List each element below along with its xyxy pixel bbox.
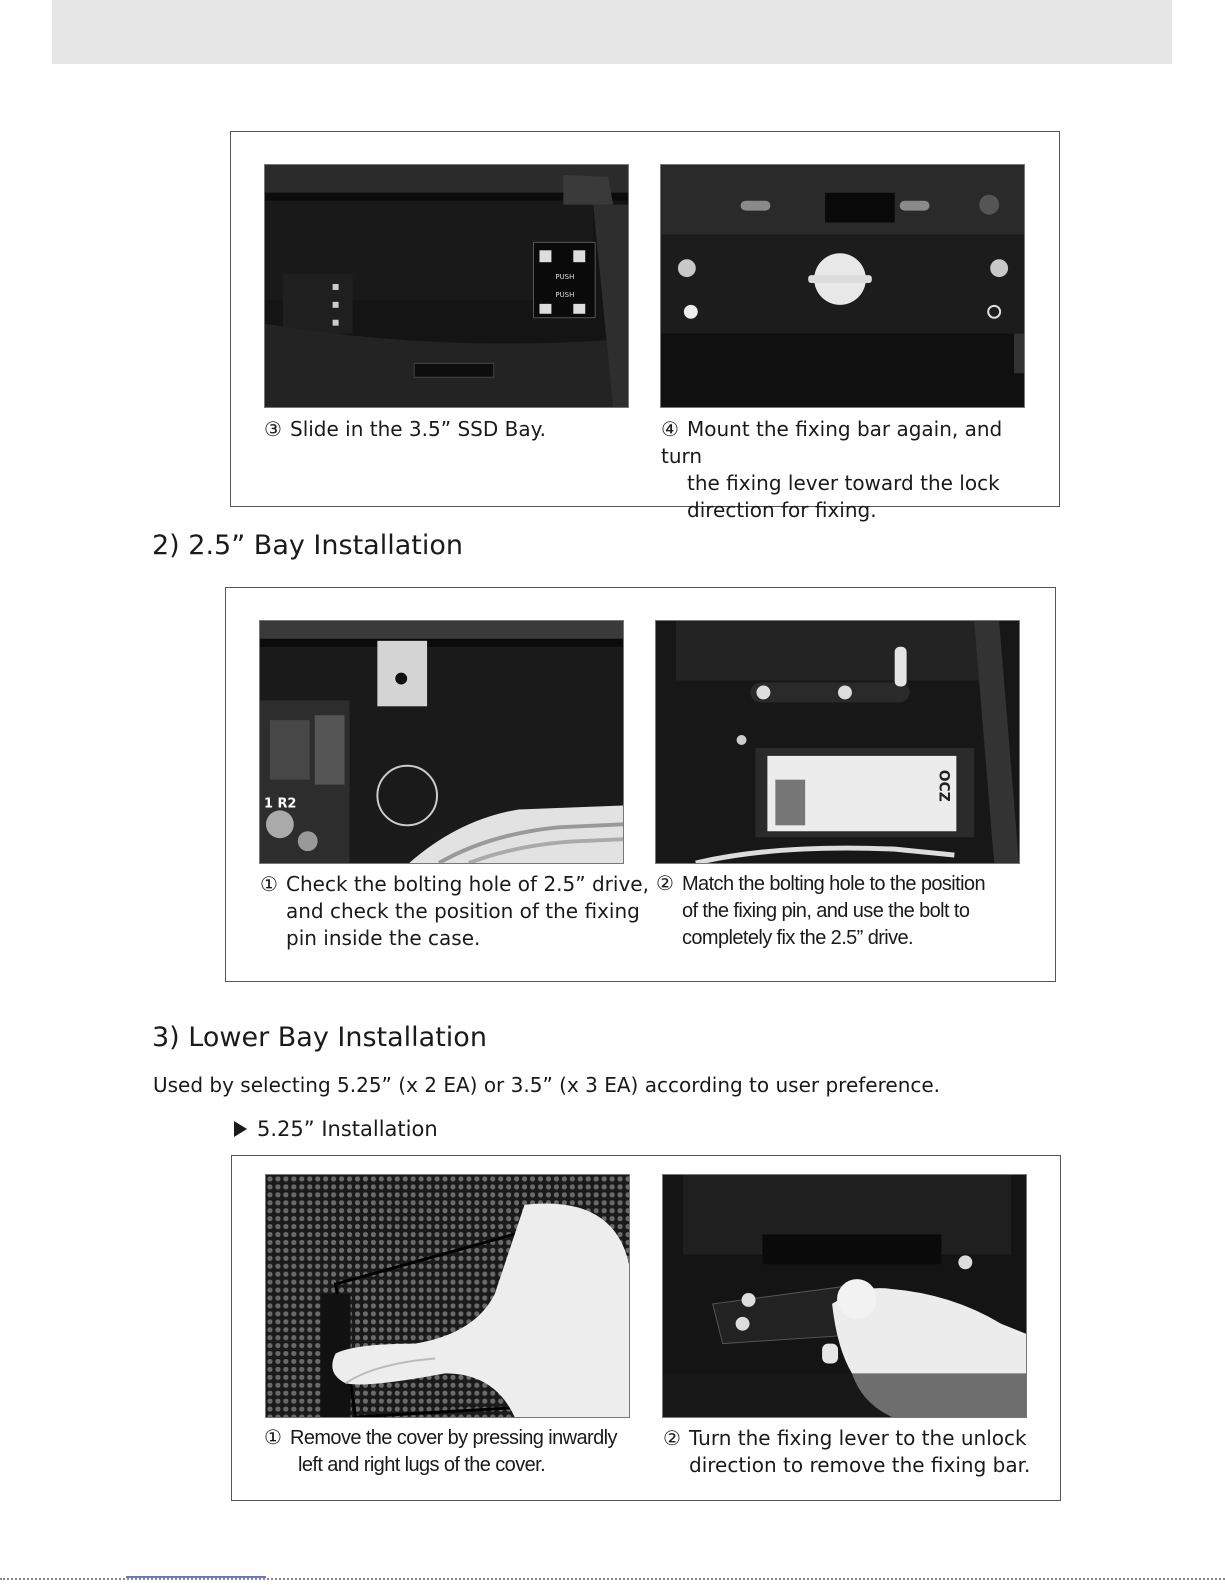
caption-number: ④: [661, 417, 679, 441]
caption-line: Turn the fixing lever to the unlock: [689, 1426, 1027, 1450]
caption-line: direction for fixing.: [687, 498, 877, 522]
caption-line: left and right lugs of the cover.: [298, 1454, 546, 1476]
caption-step1-check-bolting-hole: [260, 871, 650, 952]
photo-unlock-fixing-lever: [662, 1174, 1027, 1418]
caption-step1-remove-cover: [264, 1425, 654, 1479]
photo-25-bolting-hole: [259, 620, 624, 864]
photo-label-push1: PUSH: [555, 273, 575, 282]
caption-line: Mount the fixing bar again, and turn: [661, 417, 1003, 468]
photo-remove-cover: [265, 1174, 630, 1418]
caption-step2-turn-fixing-lever: [663, 1425, 1053, 1479]
caption-number: ①: [264, 1427, 282, 1449]
caption-step4-mount-fixing-bar: [661, 416, 1041, 524]
caption-step3-slide-in: [264, 416, 634, 443]
caption-line: Check the bolting hole of 2.5” drive,: [286, 872, 649, 896]
caption-number: ②: [663, 1426, 681, 1450]
caption-step2-match-bolting-hole: [656, 871, 1046, 952]
subheading-525-installation: [234, 1117, 438, 1141]
caption-line: Slide in the 3.5” SSD Bay.: [290, 417, 546, 441]
caption-line: of the fixing pin, and use the bolt to: [682, 900, 970, 922]
caption-number: ②: [656, 873, 674, 895]
photo-ssd-bay-slide: [264, 164, 629, 408]
caption-number: ③: [264, 417, 282, 441]
caption-line: Match the bolting hole to the position: [682, 873, 985, 895]
caption-line: the fixing lever toward the lock: [687, 471, 1000, 495]
header-band: [52, 0, 1172, 64]
caption-line: and check the position of the fixing: [286, 899, 640, 923]
section-heading-lower-bay: 3) Lower Bay Installation: [152, 1022, 487, 1053]
caption-line: pin inside the case.: [286, 926, 481, 950]
caption-line: completely fix the 2.5” drive.: [682, 927, 913, 949]
footer-accent-rule: [126, 1576, 266, 1578]
photo-label-board: 1 R2: [263, 796, 297, 812]
photo-25-drive-fixed: [655, 620, 1020, 864]
subheading-text: 5.25” Installation: [257, 1117, 438, 1141]
footer-dotted-rule: [0, 1578, 1225, 1580]
caption-line: Remove the cover by pressing inwardly: [290, 1427, 617, 1449]
triangle-bullet-icon: [234, 1121, 247, 1137]
photo-label-push2: PUSH: [555, 290, 575, 299]
section-heading-25-bay: 2) 2.5” Bay Installation: [152, 530, 463, 561]
photo-label-brand: OCZ: [935, 769, 952, 802]
caption-number: ①: [260, 872, 278, 896]
caption-line: direction to remove the fixing bar.: [689, 1453, 1031, 1477]
section-intro: Used by selecting 5.25” (x 2 EA) or 3.5” (x 3 EA) according to user preference.: [153, 1073, 941, 1097]
photo-fixing-bar-mount: [660, 164, 1025, 408]
